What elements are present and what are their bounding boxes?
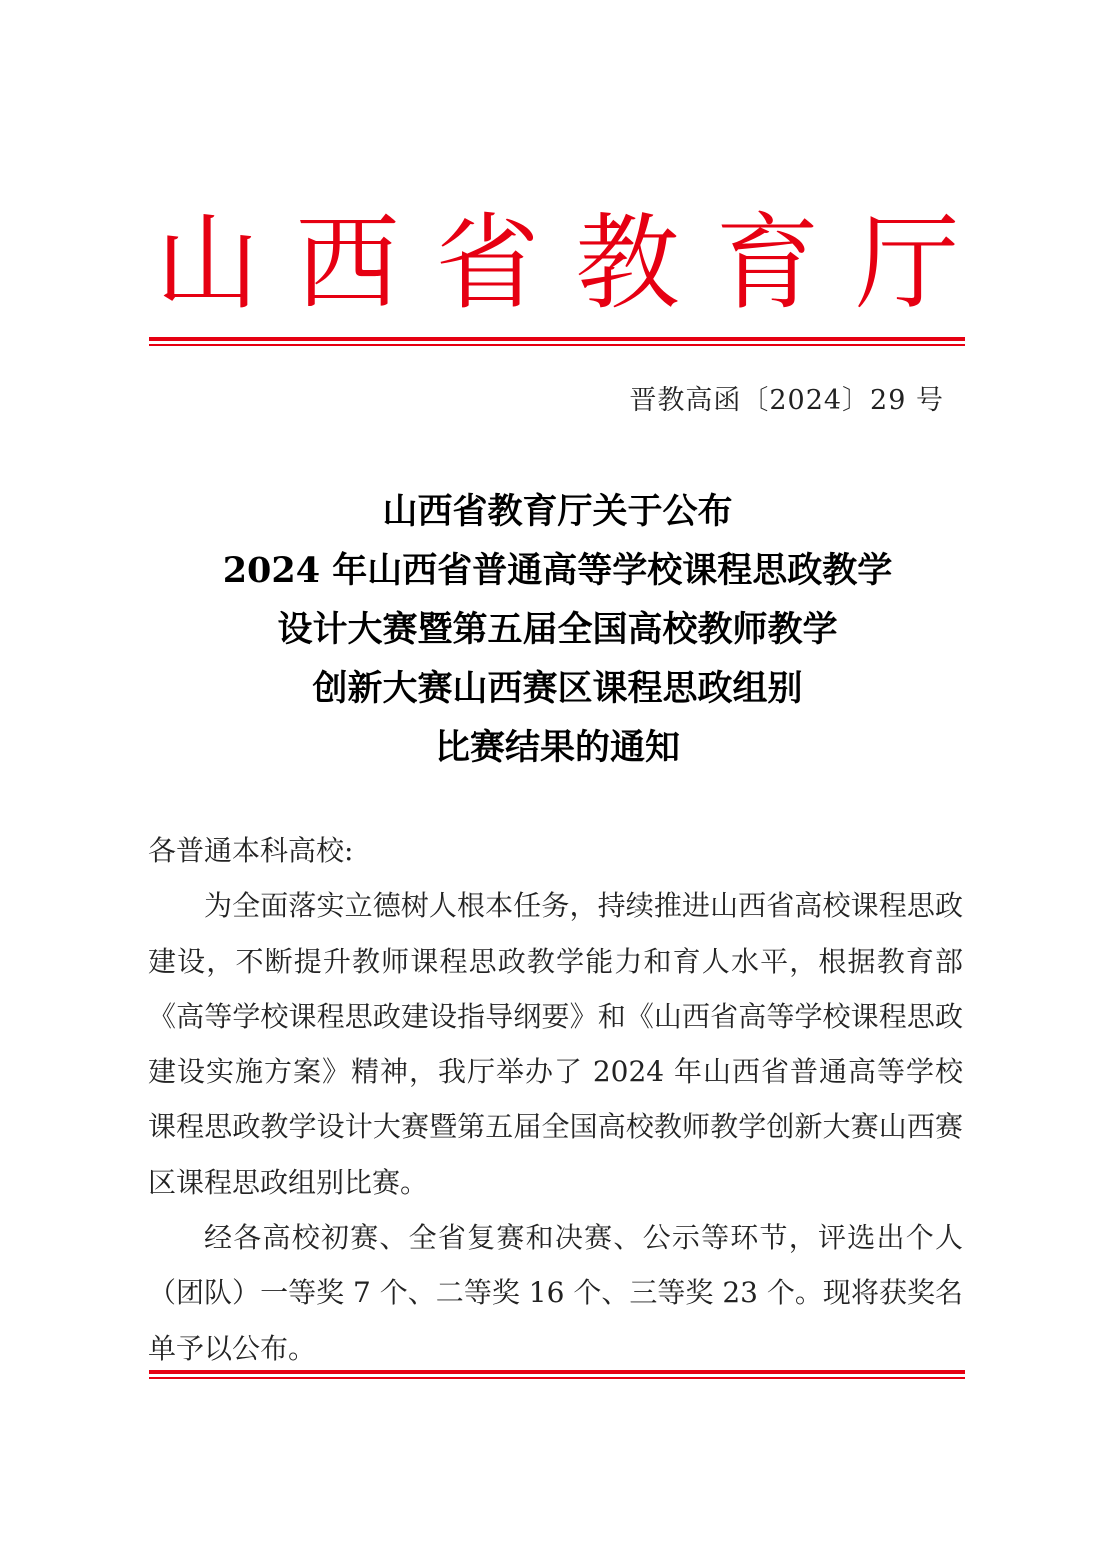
header-char: 教 <box>575 201 680 324</box>
issuing-authority-header <box>150 200 965 325</box>
title-line: 设计大赛暨第五届全国高校教师教学 <box>277 609 838 650</box>
header-char: 育 <box>715 201 820 324</box>
document-title <box>150 482 965 777</box>
header-char: 西 <box>295 201 400 324</box>
document-number: 晋教高函〔2024〕29 号 <box>629 385 944 416</box>
divider-thin-line <box>149 1377 965 1379</box>
header-char: 厅 <box>855 201 960 324</box>
body-paragraph: 为全面落实立德树人根本任务，持续推进山西省高校课程思政建设，不断提升教师课程思政教学能力和育人水平，根据教育部《高等学校课程思政建设指导纲要》和《山西省高等学校课程思政建设实施方案》精神，我厅举办了 2024 年山西省普通高等学校课程思政教学设计大赛暨第五届全国高校教师教学创新大赛山西赛区课程思政组别比赛。 <box>148 889 963 1199</box>
footer-divider <box>149 1370 965 1379</box>
title-line: 创新大赛山西赛区课程思政组别 <box>312 668 803 709</box>
header-divider <box>149 337 965 346</box>
divider-thick-line <box>149 1370 965 1374</box>
document-body <box>148 823 963 1376</box>
header-char: 省 <box>435 201 540 324</box>
body-paragraph: 经各高校初赛、全省复赛和决赛、公示等环节，评选出个人（团队）一等奖 7 个、二等奖 16 个、三等奖 23 个。现将获奖名单予以公布。 <box>148 1221 963 1365</box>
header-char: 山 <box>155 201 260 324</box>
divider-thin-line <box>149 344 965 346</box>
salutation: 各普通本科高校: <box>148 834 354 867</box>
divider-thick-line <box>149 337 965 341</box>
title-line: 比赛结果的通知 <box>434 727 680 768</box>
title-line: 2024 年山西省普通高等学校课程思政教学 <box>222 550 893 591</box>
title-line: 山西省教育厅关于公布 <box>382 491 733 532</box>
